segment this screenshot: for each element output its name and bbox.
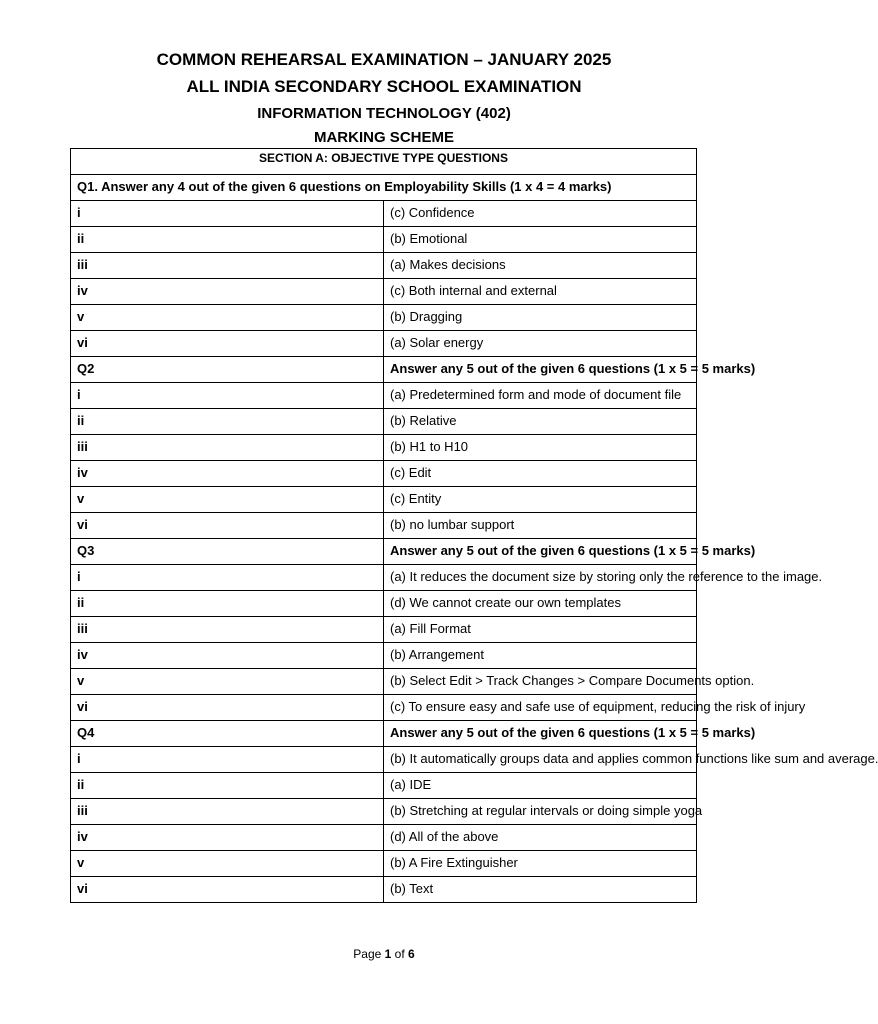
question-heading-row — [71, 357, 697, 383]
answer-text: (b) H1 to H10 — [384, 435, 697, 461]
answer-row — [71, 227, 697, 253]
exam-title: COMMON REHEARSAL EXAMINATION – JANUARY 2025 — [156, 50, 612, 69]
question-number: vi — [71, 877, 384, 903]
answer-row — [71, 331, 697, 357]
answer-row — [71, 435, 697, 461]
page-label: Page — [353, 947, 382, 961]
section-heading: SECTION A: OBJECTIVE TYPE QUESTIONS — [71, 149, 697, 175]
answer-text: (b) Stretching at regular intervals or doing simple yoga — [384, 799, 697, 825]
answer-text: (a) IDE — [384, 773, 697, 799]
answer-row — [71, 747, 697, 773]
question-number: ii — [71, 773, 384, 799]
page-total: 6 — [408, 947, 415, 961]
answer-row — [71, 461, 697, 487]
question-heading-row — [71, 721, 697, 747]
q1-heading: Q1. Answer any 4 out of the given 6 questions on Employability Skills (1 x 4 = 4 marks) — [71, 175, 697, 201]
answer-row — [71, 773, 697, 799]
document-title: MARKING SCHEME — [313, 129, 454, 146]
answer-text: (b) Select Edit > Track Changes > Compare Documents option. — [384, 669, 697, 695]
question-number: iii — [71, 435, 384, 461]
answer-row — [71, 591, 697, 617]
answer-row — [71, 409, 697, 435]
question-number: iv — [71, 461, 384, 487]
question-number: v — [71, 305, 384, 331]
answer-row — [71, 643, 697, 669]
question-number: vi — [71, 331, 384, 357]
question-number: ii — [71, 409, 384, 435]
answer-row — [71, 565, 697, 591]
question-number: ii — [71, 591, 384, 617]
exam-subtitle: ALL INDIA SECONDARY SCHOOL EXAMINATION — [186, 77, 582, 96]
of-label: of — [394, 947, 405, 961]
answer-text: (c) Entity — [384, 487, 697, 513]
answer-text: (b) Relative — [384, 409, 697, 435]
question-number: iii — [71, 799, 384, 825]
question-heading-row — [71, 175, 697, 201]
answer-text: (b) Arrangement — [384, 643, 697, 669]
question-number: Q2 — [71, 357, 384, 383]
answer-row — [71, 383, 697, 409]
page-footer — [0, 947, 768, 961]
answer-row — [71, 305, 697, 331]
question-number: iv — [71, 825, 384, 851]
answer-row — [71, 695, 697, 721]
question-number: Q4 — [71, 721, 384, 747]
question-heading-row — [71, 539, 697, 565]
answer-text: (b) no lumbar support — [384, 513, 697, 539]
page-current: 1 — [384, 947, 392, 961]
answer-text: (a) Makes decisions — [384, 253, 697, 279]
answer-text: (b) It automatically groups data and applies common functions like sum and average. — [384, 747, 697, 773]
question-number: i — [71, 565, 384, 591]
answer-row — [71, 799, 697, 825]
marking-scheme-table — [70, 148, 878, 903]
subject-title: INFORMATION TECHNOLOGY (402) — [257, 105, 511, 122]
answer-row — [71, 617, 697, 643]
answer-text: (a) Fill Format — [384, 617, 697, 643]
section-header-row — [71, 149, 697, 175]
question-number: v — [71, 851, 384, 877]
question-instruction: Answer any 5 out of the given 6 questions (1 x 5 = 5 marks) — [384, 721, 697, 747]
question-number: iv — [71, 279, 384, 305]
question-number: iii — [71, 253, 384, 279]
question-number: i — [71, 747, 384, 773]
question-number: vi — [71, 695, 384, 721]
answer-row — [71, 279, 697, 305]
answer-text: (c) Edit — [384, 461, 697, 487]
answer-text: (a) Solar energy — [384, 331, 697, 357]
question-number: i — [71, 383, 384, 409]
answer-row — [71, 487, 697, 513]
question-number: vi — [71, 513, 384, 539]
answer-text: (b) Dragging — [384, 305, 697, 331]
question-number: iii — [71, 617, 384, 643]
question-number: ii — [71, 227, 384, 253]
answer-text: (c) To ensure easy and safe use of equipment, reducing the risk of injury — [384, 695, 697, 721]
answer-text: (d) We cannot create our own templates — [384, 591, 697, 617]
question-instruction: Answer any 5 out of the given 6 questions (1 x 5 = 5 marks) — [384, 539, 697, 565]
question-number: Q3 — [71, 539, 384, 565]
answer-text: (c) Both internal and external — [384, 279, 697, 305]
answer-row — [71, 201, 697, 227]
answer-text: (b) Text — [384, 877, 697, 903]
answer-row — [71, 513, 697, 539]
answer-text: (b) A Fire Extinguisher — [384, 851, 697, 877]
answer-text: (c) Confidence — [384, 201, 697, 227]
question-number: i — [71, 201, 384, 227]
answer-text: (d) All of the above — [384, 825, 697, 851]
question-instruction: Answer any 5 out of the given 6 questions (1 x 5 = 5 marks) — [384, 357, 697, 383]
answer-row — [71, 877, 697, 903]
question-number: v — [71, 487, 384, 513]
question-number: iv — [71, 643, 384, 669]
answer-text: (a) It reduces the document size by storing only the reference to the image. — [384, 565, 697, 591]
answer-row — [71, 825, 697, 851]
answer-row — [71, 669, 697, 695]
answer-row — [71, 851, 697, 877]
question-number: v — [71, 669, 384, 695]
answer-text: (a) Predetermined form and mode of document file — [384, 383, 697, 409]
answer-text: (b) Emotional — [384, 227, 697, 253]
answer-row — [71, 253, 697, 279]
